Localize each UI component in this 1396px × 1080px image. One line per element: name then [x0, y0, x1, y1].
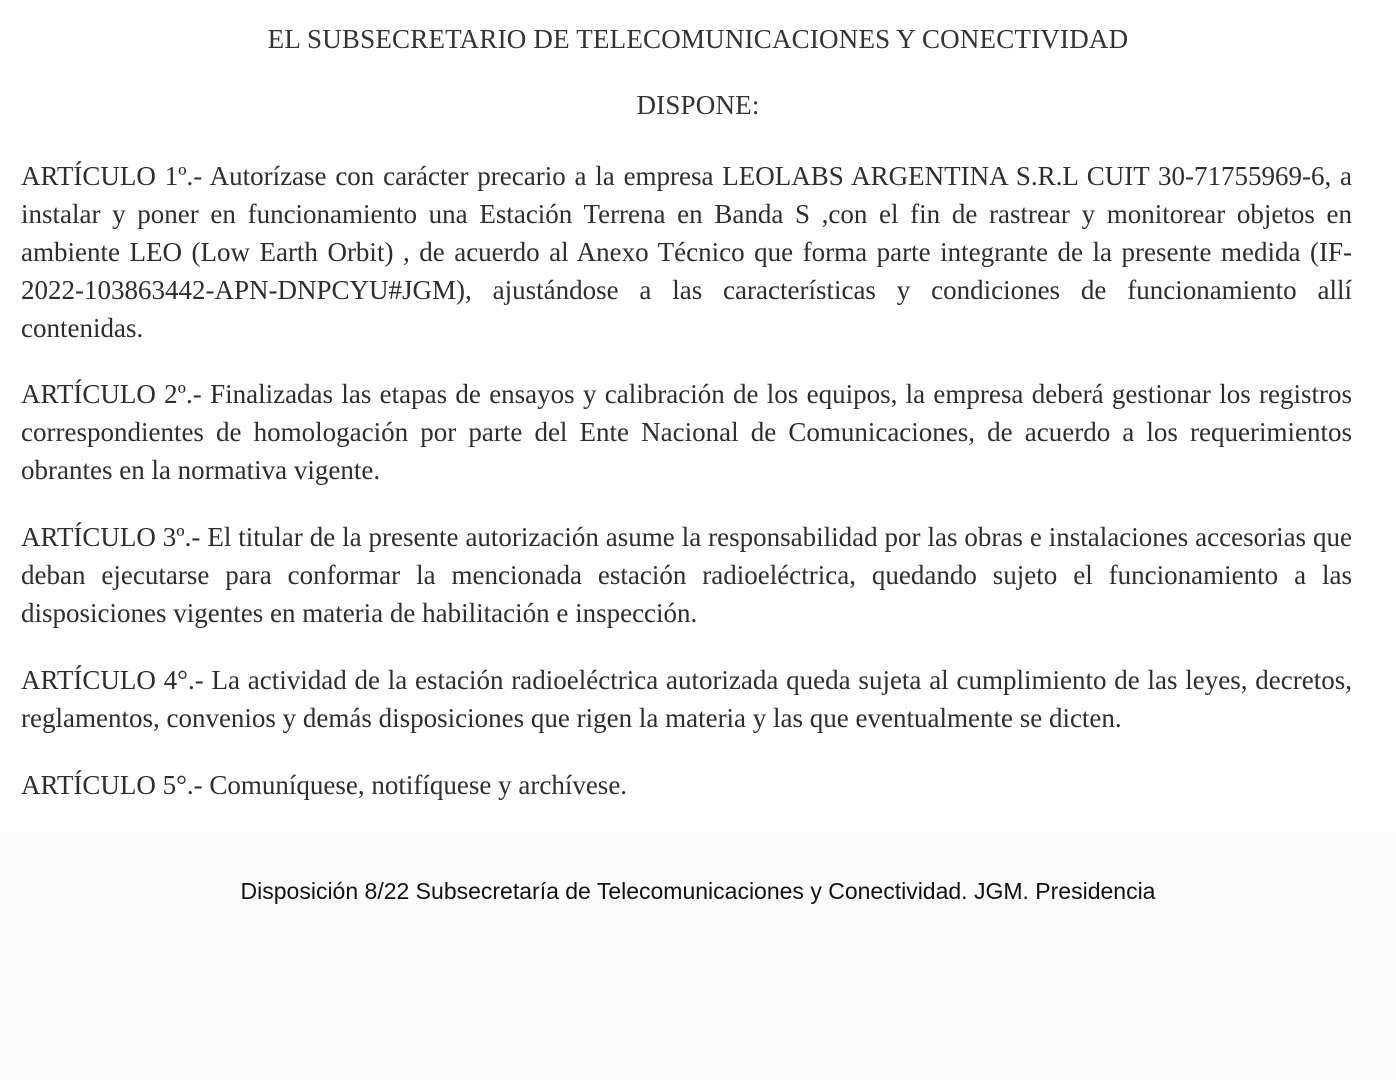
article-3: ARTÍCULO 3º.- El titular de la presente autorización asume la responsabilidad por las obras e instalaciones accesorias que deban ejecutarse para conformar la mencionada estación radioeléctrica, quedando sujeto el funcionamiento a las disposiciones vigentes en materia de habilitación e inspección.	[21, 522, 1352, 628]
article-1: ARTÍCULO 1º.- Autorízase con carácter precario a la empresa LEOLABS ARGENTINA S.R.L CUIT 30-71755969-6, a instalar y poner en funcionamiento una Estación Terrena en Banda S ,con el fin de rastrear y monitorear objetos en ambiente LEO (Low Earth Orbit) , de acuerdo al Anexo Técnico que forma parte integrante de la presente medida (IF-2022-103863442-APN-DNPCYU#JGM), ajustándose a las características y condiciones de funcionamiento allí contenidas.	[21, 161, 1352, 343]
document-title: EL SUBSECRETARIO DE TELECOMUNICACIONES Y CONECTIVIDAD	[267, 24, 1129, 54]
article-4: ARTÍCULO 4°.- La actividad de la estación radioeléctrica autorizada queda sujeta al cumplimiento de las leyes, decretos, reglamentos, convenios y demás disposiciones que rigen la materia y las que eventualmente se dicten.	[21, 665, 1352, 733]
dispone-heading: DISPONE:	[636, 90, 760, 120]
source-caption: Disposición 8/22 Subsecretaría de Telecomunicaciones y Conectividad. JGM. Presidencia	[240, 878, 1156, 904]
article-5: ARTÍCULO 5°.- Comuníquese, notifíquese y archívese.	[21, 770, 628, 800]
article-2: ARTÍCULO 2º.- Finalizadas las etapas de ensayos y calibración de los equipos, la empresa deberá gestionar los registros correspondientes de homologación por parte del Ente Nacional de Comunicaciones, de acuerdo a los requerimientos obrantes en la normativa vigente.	[21, 379, 1352, 485]
